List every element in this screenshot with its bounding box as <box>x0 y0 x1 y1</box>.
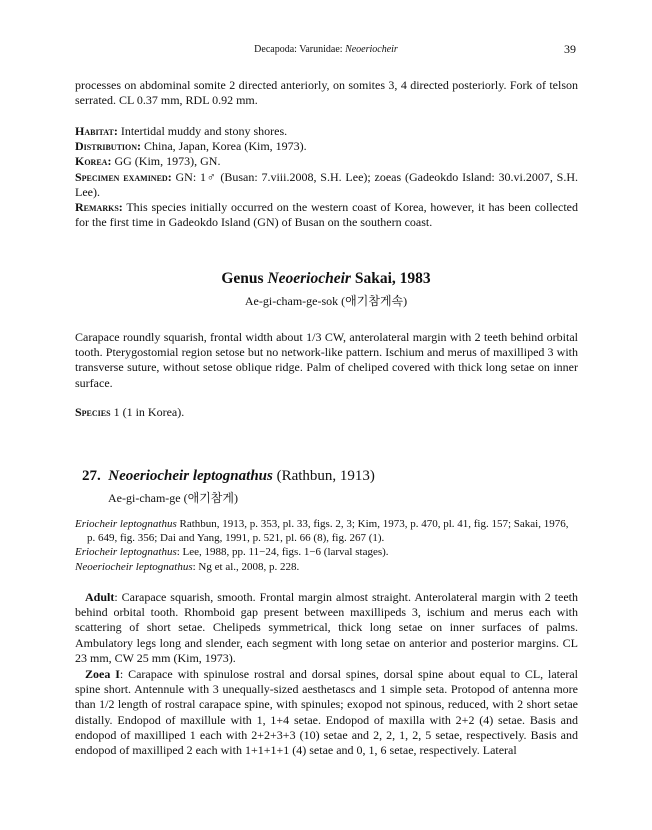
running-head-genus: Neoeriocheir <box>345 44 398 55</box>
genus-title: Genus Neoeriocheir Sakai, 1983 <box>221 270 431 287</box>
synonymy-list <box>75 517 578 574</box>
remarks-line: Remarks: This species initially occurred on the western coast of Korea, however, it has been collected for the first time in Gadeokdo Island (GN) of Busan on the southern coast. <box>75 200 578 230</box>
species-notes <box>75 124 578 230</box>
synonymy-entry: Eriocheir leptognathus: Lee, 1988, pp. 11−24, figs. 1−6 (larval stages). <box>75 546 389 559</box>
specimen-line: Specimen examined: GN: 1♂ (Busan: 7.viii.2008, S.H. Lee); zoeas (Gadeokdo Island: 30.vi.2007, S.H. Lee). <box>75 169 578 199</box>
species-count: Species 1 (1 in Korea). <box>75 405 185 419</box>
genus-korean-name: Ae-gi-cham-ge-sok (애기참게속) <box>244 294 408 308</box>
running-head: Decapoda: Varunidae: Neoeriocheir <box>254 44 398 55</box>
page-header <box>0 44 652 58</box>
habitat-line: Habitat: Intertidal muddy and stony shores. <box>75 124 288 138</box>
distribution-line: Distribution: China, Japan, Korea (Kim, 1973). <box>75 139 307 154</box>
adult-description: Adult: Carapace squarish, smooth. Frontal margin almost straight. Anterolateral margin with 2 teeth behind orbital tooth. Rhomboid gap present between maxillipeds 3, ischium and merus each with scattering of short setae. Chelipeds symmetrical, thick long setae on inner surfaces of palms. Ambulatory legs long and slender, each segment with long setae on anterior and posterior margins. CL 23 mm, CW 25 mm (Kim, 1973). <box>75 590 578 665</box>
korea-line: Korea: GG (Kim, 1973), GN. <box>75 154 221 169</box>
synonymy-entry: Eriocheir leptognathus Rathbun, 1913, p. 353, pl. 33, figs. 2, 3; Kim, 1973, p. 470, pl. 41, fig. 157; Sakai, 1976, p. 649, fig. 356; Dai and Yang, 1991, p. 521, pl. 66 (8), fig. 267 (1). <box>75 518 569 545</box>
species-title: 27. Neoeriocheir leptognathus (Rathbun, 1913) <box>82 468 375 484</box>
intro-paragraph: processes on abdominal somite 2 directed anteriorly, on somites 3, 4 directed posteriorly. Fork of telson serrated. CL 0.37 mm, RDL 0.92 mm. <box>75 78 578 108</box>
synonymy-entry: Neoeriocheir leptognathus: Ng et al., 2008, p. 228. <box>75 560 300 573</box>
page-number: 39 <box>564 42 576 56</box>
zoea-description: Zoea I: Carapace with spinulose rostral and dorsal spines, dorsal spine about equal to CL, lateral spine short. Antennule with 3 unequally-sized aesthetascs and 1 simple seta. Protopod of antenna more than 1/2 length of rostral carapace spine, with spinules; exopod not spinous, reduced, with 2 short setae distally. Endopod of maxillule with 1, 1+4 setae. Endopod of maxilla with 2+2 (4) setae. Basis and endopod of maxilliped 1 each with 2+2+3+3 (10) setae and 2, 2, 1, 2, 5 setae, respectively. Basis and endopod of maxilliped 2 each with 1+1+1+1 (4) setae and 0, 1, 6 setae, respectively. Lateral <box>75 667 578 758</box>
genus-description: Carapace roundly squarish, frontal width about 1/3 CW, anterolateral margin with 2 teeth behind orbital tooth. Pterygostomial region setose but no network-like pattern. Ischium and merus of maxilliped 3 with transverse suture, without setose oblique ridge. Palm of cheliped covered with thick long setae on inner surface. <box>75 330 578 390</box>
species-korean-name: Ae-gi-cham-ge (애기참게) <box>108 491 238 505</box>
